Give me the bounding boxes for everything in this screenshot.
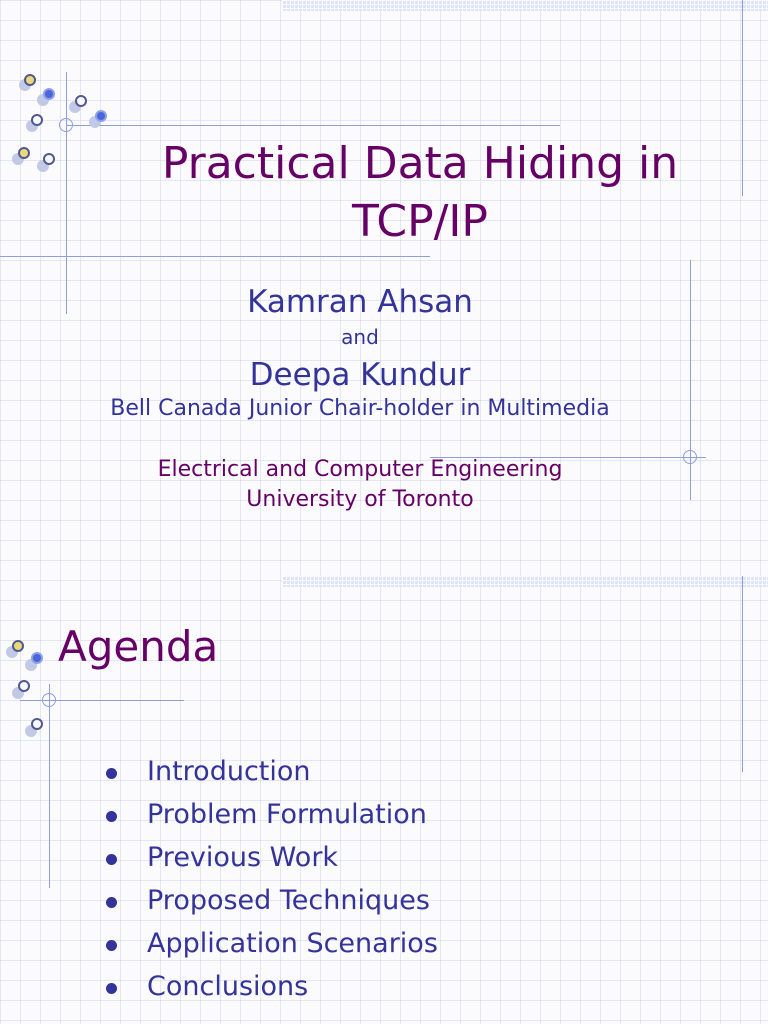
agenda-slide xyxy=(0,512,768,1024)
title-line-1: Practical Data Hiding in xyxy=(161,138,679,189)
top-decorative-band xyxy=(282,576,768,587)
bullet-dot-icon xyxy=(106,983,117,994)
agenda-item-label: Introduction xyxy=(147,756,311,787)
left-horizontal-rule xyxy=(0,256,430,257)
list-item xyxy=(100,922,438,965)
left-vertical-rule xyxy=(66,72,67,314)
right-vertical-rule xyxy=(742,0,743,196)
bullet-dot-icon xyxy=(106,768,117,779)
chair-affiliation: Bell Canada Junior Chair-holder in Multimedia xyxy=(110,396,610,421)
bullet-dot-icon xyxy=(106,854,117,865)
list-item xyxy=(100,750,438,793)
agenda-item-label: Problem Formulation xyxy=(147,799,427,830)
left-vertical-rule xyxy=(49,684,50,888)
bullet-dot-icon xyxy=(106,811,117,822)
university: University of Toronto xyxy=(246,487,474,512)
agenda-item-label: Conclusions xyxy=(147,971,309,1002)
title-line-2: TCP/IP xyxy=(352,196,488,247)
crosshair-circle-icon xyxy=(59,118,73,132)
presentation-title xyxy=(110,135,730,251)
list-item xyxy=(100,879,438,922)
agenda-item-label: Previous Work xyxy=(147,842,339,873)
bullet-dot-icon xyxy=(106,897,117,908)
right-middle-vertical-rule xyxy=(690,260,691,500)
agenda-item-label: Proposed Techniques xyxy=(147,885,430,916)
author-1: Kamran Ahsan xyxy=(247,284,473,320)
list-item xyxy=(100,965,438,1008)
top-decorative-band xyxy=(282,0,768,11)
crosshair-circle-icon xyxy=(42,693,56,707)
title-top-rule xyxy=(66,125,560,126)
agenda-list xyxy=(100,750,438,1008)
agenda-item-label: Application Scenarios xyxy=(147,928,438,959)
department: Electrical and Computer Engineering xyxy=(157,457,563,482)
author-2: Deepa Kundur xyxy=(249,357,471,393)
and-text: and xyxy=(341,325,379,349)
list-item xyxy=(100,836,438,879)
list-item xyxy=(100,793,438,836)
crosshair-circle-icon xyxy=(683,450,697,464)
right-vertical-rule xyxy=(742,576,743,772)
agenda-title: Agenda xyxy=(58,622,219,671)
bullet-dot-icon xyxy=(106,940,117,951)
